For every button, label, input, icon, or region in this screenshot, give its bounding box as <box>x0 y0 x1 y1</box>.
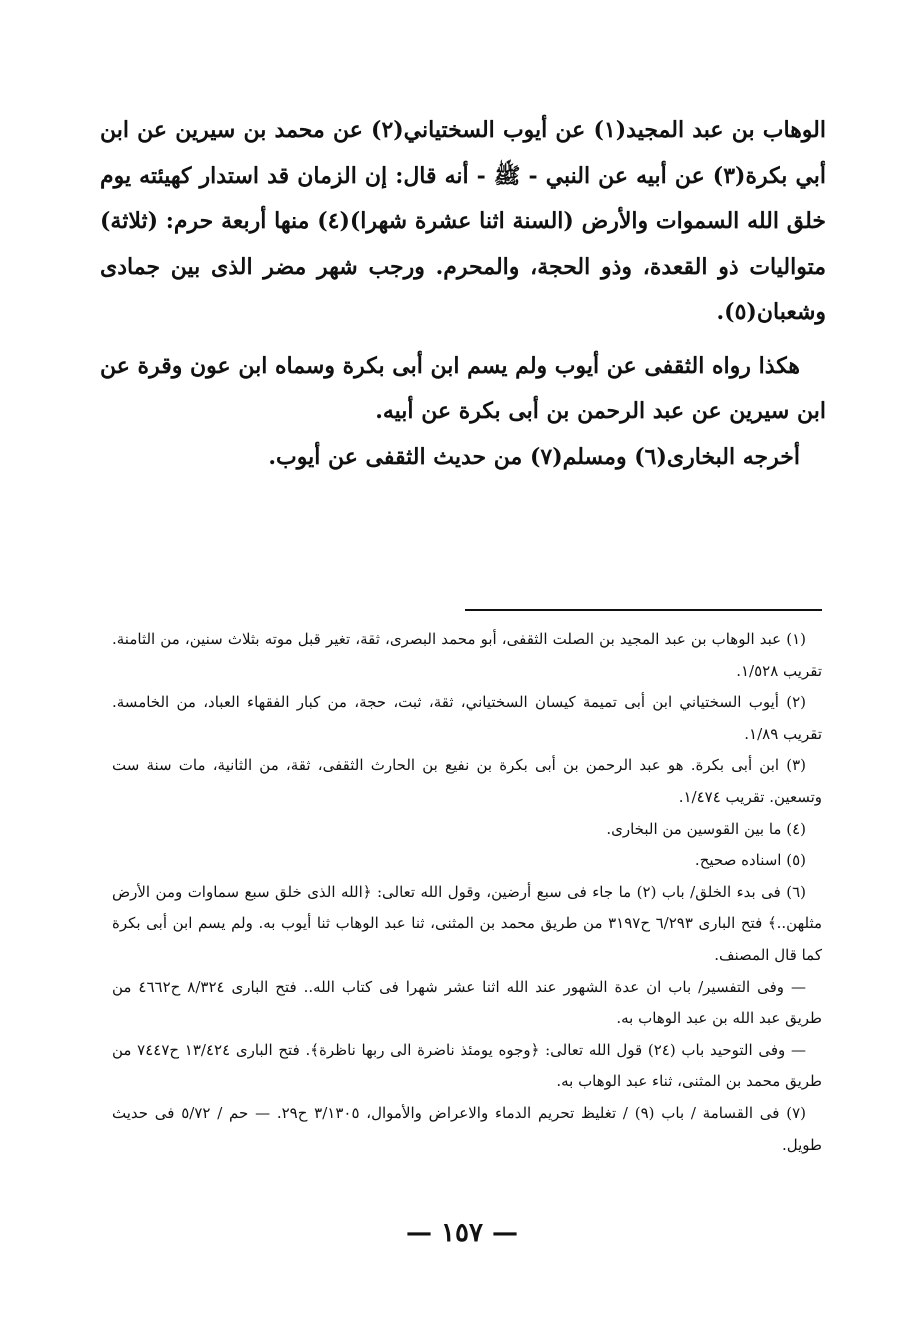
footnote-separator <box>465 609 822 611</box>
footnote-6-continued: — وفى التفسير/ باب ان عدة الشهور عند الله اثنا عشر شهرا فى كتاب الله.. فتح البارى ٨/٣٢٤ ح٤٦٦٢ من طريق عبد الله بن عبد الوهاب به. <box>112 977 822 1028</box>
footnote-7: (٧) فى القسامة / باب (٩) / تغليظ تحريم الدماء والاعراض والأموال، ٣/١٣٠٥ ح٢٩. — حم / ٥/٧٢ فى حديث طويل. <box>112 1103 822 1154</box>
footnote-2: (٢) أيوب السختياني ابن أبى تميمة كيسان السختياني، ثقة، ثبت، حجة، من كبار الفقهاء العباد، من الخامسة. تقريب ١/٨٩. <box>112 693 822 743</box>
footnote-1: (١) عبد الوهاب بن عبد المجيد بن الصلت الثقفى، أبو محمد البصرى، ثقة، تغير قبل موته بثلاث سنين، من الثامنة. تقريب ١/٥٢٨. <box>112 630 822 680</box>
main-paragraph: أخرجه البخارى(٦) ومسلم(٧) من حديث الثقفى عن أيوب. <box>268 443 800 470</box>
footnote-6: (٦) فى بدء الخلق/ باب (٢) ما جاء فى سبع أرضين، وقول الله تعالى: ﴿الله الذى خلق سبع سماوات ومن الأرض مثلهن..﴾ فتح البارى ٦/٢٩٣ ح٣١٩٧ من طريق محمد بن المثنى، ثنا عبد الوهاب ثنا أيوب به. ولم يسم ابن أبى بكرة كما قال المصنف. <box>112 882 823 964</box>
main-text-body <box>100 108 826 480</box>
main-paragraph: هكذا رواه الثقفى عن أيوب ولم يسم ابن أبى بكرة وسماه ابن عون وقرة عن ابن سيرين عن عبد الرحمن بن أبى بكرة عن أبيه. <box>100 352 826 424</box>
footnote-3: (٣) ابن أبى بكرة. هو عبد الرحمن بن أبى بكرة بن نفيع بن الحارث الثقفى، ثقة، من الثانية، مات سنة ست وتسعين. تقريب ١/٤٧٤. <box>112 756 822 806</box>
footnotes-section <box>112 624 822 1161</box>
footnote-5: (٥) اسناده صحيح. <box>694 851 806 870</box>
main-paragraph: الوهاب بن عبد المجيد(١) عن أيوب السختياني(٢) عن محمد بن سيرين عن ابن أبي بكرة(٣) عن أبيه عن النبي - ﷺ - أنه قال: إن الزمان قد استدار كهيئته يوم خلق الله السموات والأرض (السنة اثنا عشرة شهرا)(٤) منها أربعة حرم: (ثلاثة) متواليات ذو القعدة، وذو الحجة، والمحرم. ورجب شهر مضر الذى بين جمادى وشعبان(٥). <box>100 117 827 325</box>
footnote-4: (٤) ما بين القوسين من البخارى. <box>606 819 806 838</box>
footnote-6-continued: — وفى التوحيد باب (٢٤) قول الله تعالى: ﴿وجوه يومئذ ناضرة الى ربها ناظرة﴾. فتح البارى ١٣/٤٢٤ ح٧٤٤٧ من طريق محمد بن المثنى، ثناء عبد الوهاب به. <box>112 1040 822 1091</box>
page-number: — ١٥٧ — <box>405 1218 519 1248</box>
